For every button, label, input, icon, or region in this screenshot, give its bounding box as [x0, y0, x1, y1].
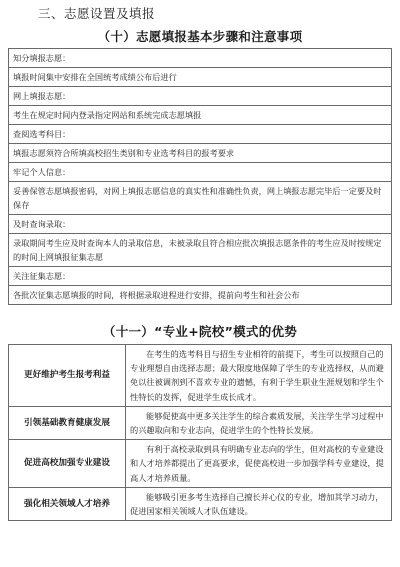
advantages-table	[8, 344, 392, 521]
table-row	[9, 487, 392, 520]
advantage-heading: 强化相关领域人才培养	[9, 487, 126, 520]
advantage-text: 能够吸引更多考生选择自己擅长并心仪的专业，增加其学习动力，促进国家相关领域人才队伍建设。	[126, 487, 392, 520]
step-text: 妥善保管志愿填报密码，对网上填报志愿信息的真实性和准确性负责，网上填报志愿完毕后一定要及时保存	[9, 182, 392, 215]
step-label: 知分填报志愿：	[9, 49, 392, 68]
steps-table	[8, 48, 392, 305]
step-text: 考生在规定时间内登录指定网站和系统完成志愿填报	[9, 106, 392, 125]
step-text: 各批次征集志愿填报的时间，将根据录取进程进行安排，提前向考生和社会公布	[9, 286, 392, 305]
advantage-text: 有利于高校录取到具有明确专业志向的学生，但对高校的专业建设和人才培养都提出了更高要求，促使高校进一步加强学科专业建设，提高人才培养质量。	[126, 440, 392, 488]
advantage-heading: 更好维护考生报考利益	[9, 345, 126, 407]
step-label: 及时查询录取：	[9, 215, 392, 234]
step-label: 查阅选考科目：	[9, 125, 392, 144]
table-row	[9, 345, 392, 407]
step-label: 关注征集志愿：	[9, 267, 392, 286]
table-row	[9, 440, 392, 488]
step-label: 牢记个人信息：	[9, 163, 392, 182]
section-title: 三、志愿设置及填报	[38, 6, 156, 21]
step-label: 网上填报志愿：	[9, 87, 392, 106]
step-text: 填报志愿须符合所填高校招生类别和专业选考科目的报考要求	[9, 144, 392, 163]
advantage-heading: 引领基础教育健康发展	[9, 406, 126, 439]
advantage-text: 在考生的选考科目与招生专业相符的前提下，考生可以按照自己的专业理想自由选择志愿；最大限度地保障了学生的专业选择权，从而避免以往被调剂到不喜欢专业的遗憾，有利于学生职业生涯规划和学生个性特长的发挥，促进学生成长成才。	[126, 345, 392, 407]
subsection-10-title: （十）志愿填报基本步骤和注意事项	[97, 29, 303, 44]
step-text: 填报时间集中安排在全国统考成绩公布后进行	[9, 68, 392, 87]
step-text: 录取期间考生应及时查询本人的录取信息，未被录取且符合相应批次填报志愿条件的考生应及时按规定的时间上网填报征集志愿	[9, 234, 392, 267]
subsection-11-title: （十一）“专业+院校”模式的优势	[102, 324, 298, 339]
table-row	[9, 406, 392, 439]
advantage-text: 能够促使高中更多关注学生的综合素质发展，关注学生学习过程中的兴趣取向和专业志向，促进学生的个性特长发展。	[126, 406, 392, 439]
advantage-heading: 促进高校加强专业建设	[9, 440, 126, 488]
